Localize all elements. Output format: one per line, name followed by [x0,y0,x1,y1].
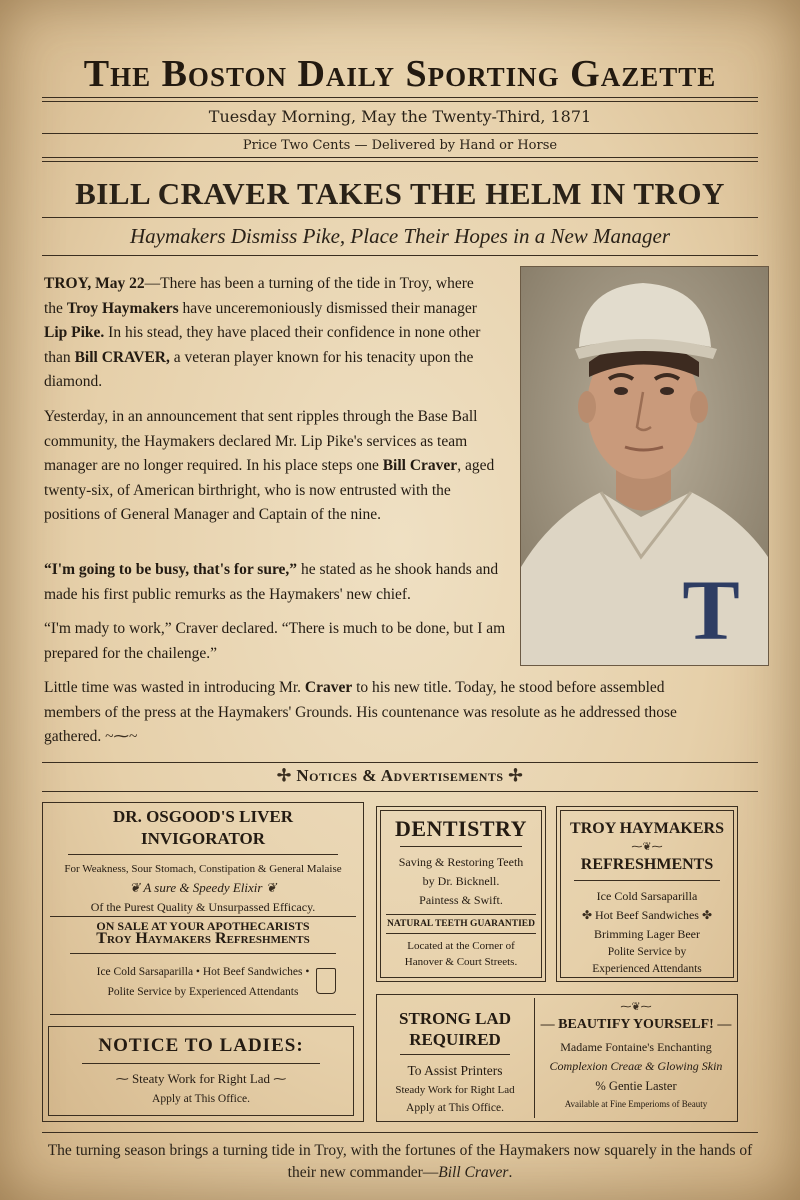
flourish-icon: ✤ [698,908,713,922]
text-run: he stated as he shook hands and made his first public remurks as the Haymakers' new chief. [44,561,499,603]
person-name: Bill Craver [382,457,458,474]
price-line: Price Two Cents — Delivered by Hand or Horse [242,138,558,153]
ad-line: Ice Cold Sarsaparilla [596,889,698,903]
issue-date: Tuesday Morning, May the Twenty-Third, 1871 [208,107,592,126]
masthead-rule-top-2 [42,101,758,102]
ad-title: STRONG LAD [399,1009,511,1028]
notices-rule-top [42,762,758,763]
article-paragraph-3 [44,558,510,607]
ad-title: Troy Haymakers Refreshments [96,930,310,947]
flourish-icon: ⁓❦⁓ [631,841,663,853]
strong-lad-ad [380,1008,530,1117]
masthead-title: The Boston Daily Sporting Gazette [83,53,717,95]
ad-line: Apply at This Office. [152,1093,250,1105]
ad-line: Apply at This Office. [406,1102,504,1114]
article-paragraph-1 [44,272,496,395]
flourish-icon: ✢ [503,766,524,785]
text-run: have unceremoniously dismissed their manager [178,299,477,317]
ad-line: Steady Work for Right Lad [395,1084,515,1096]
flourish-icon: ⁓ [115,1071,132,1086]
notices-header [0,766,800,786]
flourish-icon: ❦ [129,880,144,895]
ad-line: Available at Fine Emperioms of Beauty [564,1099,708,1109]
divider [82,1063,320,1064]
ad-title: DENTISTRY [394,816,528,841]
divider [68,854,338,855]
ad-line [50,878,356,898]
notices-title: Notices & Advertisements [296,766,504,785]
ad-line: Madame Fontaine's Enchanting [560,1040,712,1054]
article-dateline: TROY, May 22 [44,275,145,292]
person-name: Bill Craver [438,1164,509,1181]
ad-line-text: A sure & Speedy Elixir [143,880,263,895]
divider [400,1054,510,1055]
ad-line: Saving & Restoring Teeth [398,855,524,869]
divider [70,953,336,954]
text-run: —There has been a turning of the tide in Troy, where the [44,275,474,317]
ad-line: Hanover & Court Streets. [404,956,518,968]
headline-rule [42,217,758,218]
text-run: The turning season brings a turning tide in Troy, with the fortunes of the Haymakers now squarely in the hands of their new commander— [47,1142,753,1181]
ad-line: Of the Purest Quality & Unsurpassed Efficacy. [90,900,316,914]
ad-line: Polite Service by Experienced Attendants [107,986,299,998]
person-name: Craver [304,679,353,696]
article-headline: BILL CRAVER TAKES THE HELM IN TROY [75,176,725,211]
portrait-photo [520,266,769,666]
mug-icon [316,968,336,994]
divider [574,880,720,881]
divider [50,1014,356,1015]
refreshments-ad-left [50,928,356,1002]
ad-line: NATURAL TEETH GUARANTIED [386,914,536,934]
ad-line: % Gentie Laster [595,1079,677,1093]
refreshments-ad-right [560,818,734,978]
ad-line: Ice Cold Sarsaparilla • Hot Beef Sandwiches • [96,966,310,978]
text-run: a veteran player known for his tenacity upon the diamond. [44,348,474,390]
flourish-icon: ✤ [581,908,595,922]
text-run: , aged twenty-six, of American birthright, who is now entrusted with the positions of General Manager and Captain of the nine. [44,457,495,523]
ad-title: DR. OSGOOD'S LIVER INVIGORATOR [113,807,293,848]
ad-line-text: Steaty Work for Right Lad [131,1071,271,1086]
divider [50,916,356,917]
price-rule [42,157,758,158]
ad-line: by Dr. Bicknell. [422,874,500,888]
ad-title: NOTICE TO LADIES: [98,1035,304,1056]
notices-rule-bottom [42,791,758,792]
text-run: In his stead, they have placed their confidence in none other than [44,324,481,366]
ad-line: Complexion Creaæ & Glowing Skin [549,1059,723,1073]
ad-line: Experienced Attendants [592,963,702,975]
article-paragraph-4: “I'm mady to work,” Craver declared. “There is much to be done, but I am prepared for the chailenge.” [44,620,506,662]
flourish-icon: ❦ [262,880,277,895]
team-name: Troy Haymakers [66,299,179,317]
notice-to-ladies-ad [52,1032,350,1109]
portrait-illustration [521,267,768,665]
ad-line: Paintess & Swift. [419,893,503,907]
subhead-rule [42,255,758,256]
text-run: Little time was wasted in introducing Mr. [44,679,305,696]
ad-line: Located at the Corner of [407,940,515,952]
quote: “I'm going to be busy, that's for sure,” [44,561,298,578]
closing-paragraph [40,1140,760,1184]
ad-line [560,906,734,925]
flourish-icon: — [713,1017,732,1032]
ad-line: For Weakness, Sour Stomach, Constipation & General Malaise [64,863,342,875]
ad-title-text: BEAUTIFY YOURSELF! [558,1017,714,1032]
flourish-icon: ✢ [276,766,297,785]
beautify-ad [538,1000,734,1112]
ad-subtitle: REFRESHMENTS [580,856,714,873]
article-subheadline: Haymakers Dismiss Pike, Place Their Hopes in a New Manager [129,224,671,248]
dentistry-ad [380,814,542,970]
date-rule [42,133,758,134]
ad-line: Brimming Lager Beer [594,927,700,941]
footer-rule [42,1132,758,1133]
masthead-rule-top [42,97,758,98]
ad-title: TROY HAYMAKERS [570,820,724,837]
article-paragraph-2 [44,405,504,528]
ad-line: To Assist Printers [407,1063,503,1078]
column-divider [534,998,535,1118]
flourish-icon: ⁓❦⁓ [620,1001,652,1013]
ad-subtitle: REQUIRED [409,1030,501,1049]
text-run: Yesterday, in an announcement that sent ripples through the Base Ball community, the Haymakers declared Mr. Lip Pike's services as team manager are no longer required. In his place steps one [44,408,478,474]
divider [400,846,522,847]
flourish-icon: ⁓ [270,1071,287,1086]
ad-line-text: Hot Beef Sandwiches [595,908,699,922]
flourish-icon: — [540,1017,559,1032]
ad-line: ON SALE AT YOUR APOTHECARISTS [96,919,310,933]
text-run: to his new title. Today, he stood before assembled members of the press at the Haymakers' Grounds. His countenance was resolute as he addressed those gathered. [44,679,677,745]
ad-line [52,1069,350,1089]
person-name: Bill CRAVER, [74,348,170,366]
article-paragraph-5 [44,676,724,750]
text-run: . [508,1164,513,1181]
ad-line: Polite Service by [607,946,687,958]
person-name: Lip Pike. [44,324,105,341]
team-logo-t: T [682,562,740,658]
ad-title [538,1014,734,1036]
price-rule-2 [42,161,758,162]
flourish-icon: ~⁓~ [105,728,138,745]
